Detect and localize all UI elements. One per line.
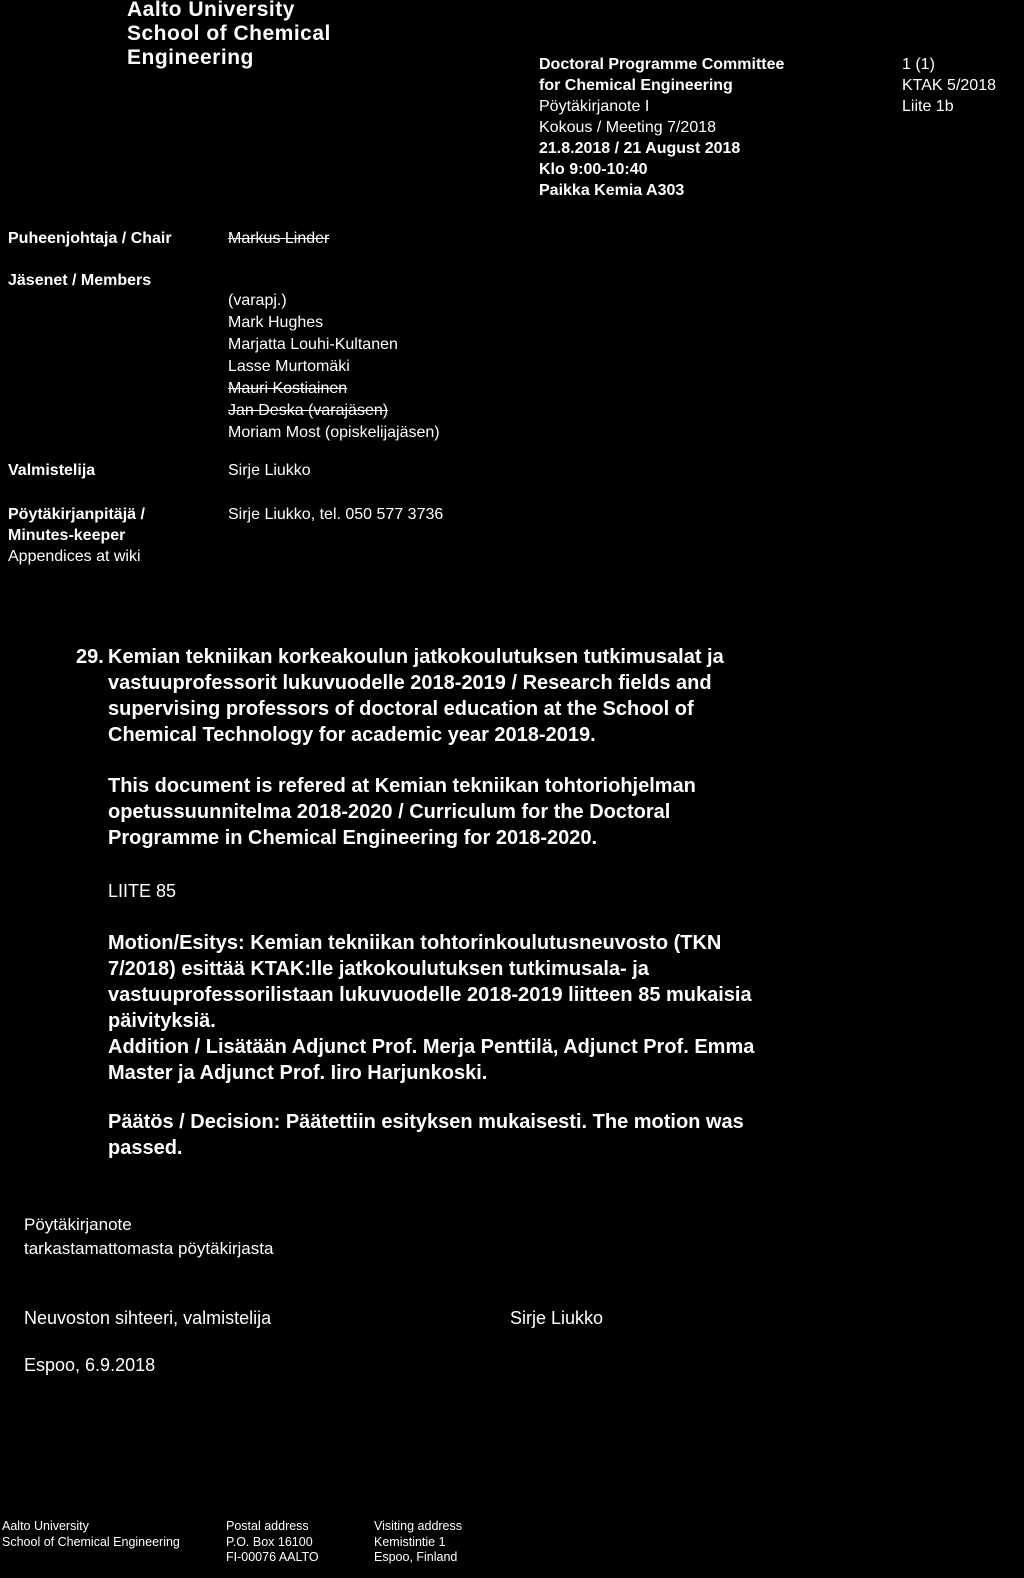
extract-label — [24, 1213, 273, 1261]
institution-line: Aalto University — [127, 0, 295, 21]
preparer-value: Sirje Liukko — [228, 462, 311, 479]
minutes-keeper-value: Sirje Liukko, tel. 050 577 3736 — [228, 506, 444, 523]
item-title-line: Chemical Technology for academic year 2018-2019. — [108, 724, 596, 746]
item-motion-line: päivityksiä. — [108, 1010, 216, 1032]
meeting-time: Klo 9:00-10:40 — [539, 161, 648, 178]
extract-label-line: Pöytäkirjanote — [24, 1215, 132, 1234]
item-reference-line: This document is refered at Kemian tekniikan tohtoriohjelman — [108, 775, 696, 797]
item-motion-line: Addition / Lisätään Adjunct Prof. Merja Penttilä, Adjunct Prof. Emma — [108, 1036, 755, 1058]
signer-name: Sirje Liukko — [510, 1308, 604, 1328]
item-title-line: vastuuprofessorit lukuvuodelle 2018-2019 / Research fields and — [108, 672, 712, 694]
minutes-reference: KTAK 5/2018 — [902, 77, 996, 94]
item-title-line: Kemian tekniikan korkeakoulun jatkokoulutuksen tutkimusalat ja — [108, 646, 724, 668]
footer-line: P.O. Box 16100 — [226, 1534, 313, 1549]
members-list — [228, 290, 440, 444]
extract-label-line: tarkastamattomasta pöytäkirjasta — [24, 1239, 274, 1258]
committee-line: Kokous / Meeting 7/2018 — [539, 119, 717, 136]
meeting-date: 21.8.2018 / 21 August 2018 — [539, 140, 741, 157]
minutes-keeper-label — [8, 504, 145, 546]
appendix-reference: Liite 1b — [902, 98, 954, 115]
footer-line: Aalto University — [2, 1519, 89, 1533]
members-label: Jäsenet / Members — [8, 272, 152, 289]
member-item: Lasse Murtomäki — [228, 358, 350, 375]
item-reference-line: opetussuunnitelma 2018-2020 / Curriculum for the Doctoral — [108, 801, 671, 823]
footer-line: School of Chemical Engineering — [2, 1534, 180, 1549]
page-number: 1 (1) — [902, 56, 935, 73]
footer-line: Visiting address — [374, 1519, 463, 1533]
committee-line: Pöytäkirjanote I — [539, 98, 650, 115]
item-reference — [108, 773, 696, 851]
committee-line: Doctoral Programme Committee — [539, 56, 785, 73]
member-item: Mauri Kostiainen — [228, 380, 348, 397]
footer-postal-address — [226, 1519, 319, 1566]
signer-role: Neuvoston sihteeri, valmistelija — [24, 1308, 272, 1328]
minutes-keeper-label-line: Pöytäkirjanpitäjä / — [8, 506, 145, 523]
minutes-keeper-label-line: Minutes-keeper — [8, 527, 126, 544]
member-item: Jan Deska (varajäsen) — [228, 402, 389, 419]
institution-line: School of Chemical — [127, 22, 331, 45]
institution-name — [127, 0, 331, 70]
footer-institution — [2, 1519, 180, 1550]
committee-block — [539, 54, 784, 201]
member-item: Moriam Most (opiskelijajäsen) — [228, 424, 440, 441]
item-decision — [108, 1109, 744, 1161]
item-motion — [108, 930, 754, 1086]
appendices-label: Appendices at wiki — [8, 548, 141, 565]
footer-line: Kemistintie 1 — [374, 1534, 446, 1549]
footer-line: FI-00076 AALTO — [226, 1550, 319, 1564]
item-title-line: supervising professors of doctoral education at the School of — [108, 698, 694, 720]
item-title — [108, 644, 724, 748]
footer-line: Postal address — [226, 1519, 309, 1533]
item-motion-line: 7/2018) esittää KTAK:lle jatkokoulutuksen tutkimusala- ja — [108, 958, 649, 980]
committee-line: for Chemical Engineering — [539, 77, 733, 94]
item-decision-line: Päätös / Decision: Päätettiin esityksen mukaisesti. The motion was — [108, 1111, 744, 1133]
document-reference — [902, 54, 996, 117]
member-item: Marjatta Louhi-Kultanen — [228, 336, 398, 353]
place-date: Espoo, 6.9.2018 — [24, 1355, 156, 1375]
item-decision-line: passed. — [108, 1137, 183, 1159]
footer-visiting-address — [374, 1519, 462, 1566]
item-number: 29. — [76, 646, 104, 668]
member-item: Mark Hughes — [228, 314, 324, 331]
member-item: (varapj.) — [228, 292, 287, 309]
item-motion-line: vastuuprofessorilistaan lukuvuodelle 2018-2019 liitteen 85 mukaisia — [108, 984, 752, 1006]
chair-value: Markus Linder — [228, 230, 330, 247]
chair-label: Puheenjohtaja / Chair — [8, 230, 172, 247]
footer-line: Espoo, Finland — [374, 1550, 458, 1564]
item-reference-line: Programme in Chemical Engineering for 2018-2020. — [108, 827, 598, 849]
item-motion-line: Motion/Esitys: Kemian tekniikan tohtorinkoulutusneuvosto (TKN — [108, 932, 722, 954]
preparer-label: Valmistelija — [8, 462, 96, 479]
meeting-place: Paikka Kemia A303 — [539, 182, 685, 199]
institution-line: Engineering — [127, 46, 254, 69]
item-attachment: LIITE 85 — [108, 881, 177, 901]
item-motion-line: Master ja Adjunct Prof. Iiro Harjunkoski. — [108, 1062, 488, 1084]
